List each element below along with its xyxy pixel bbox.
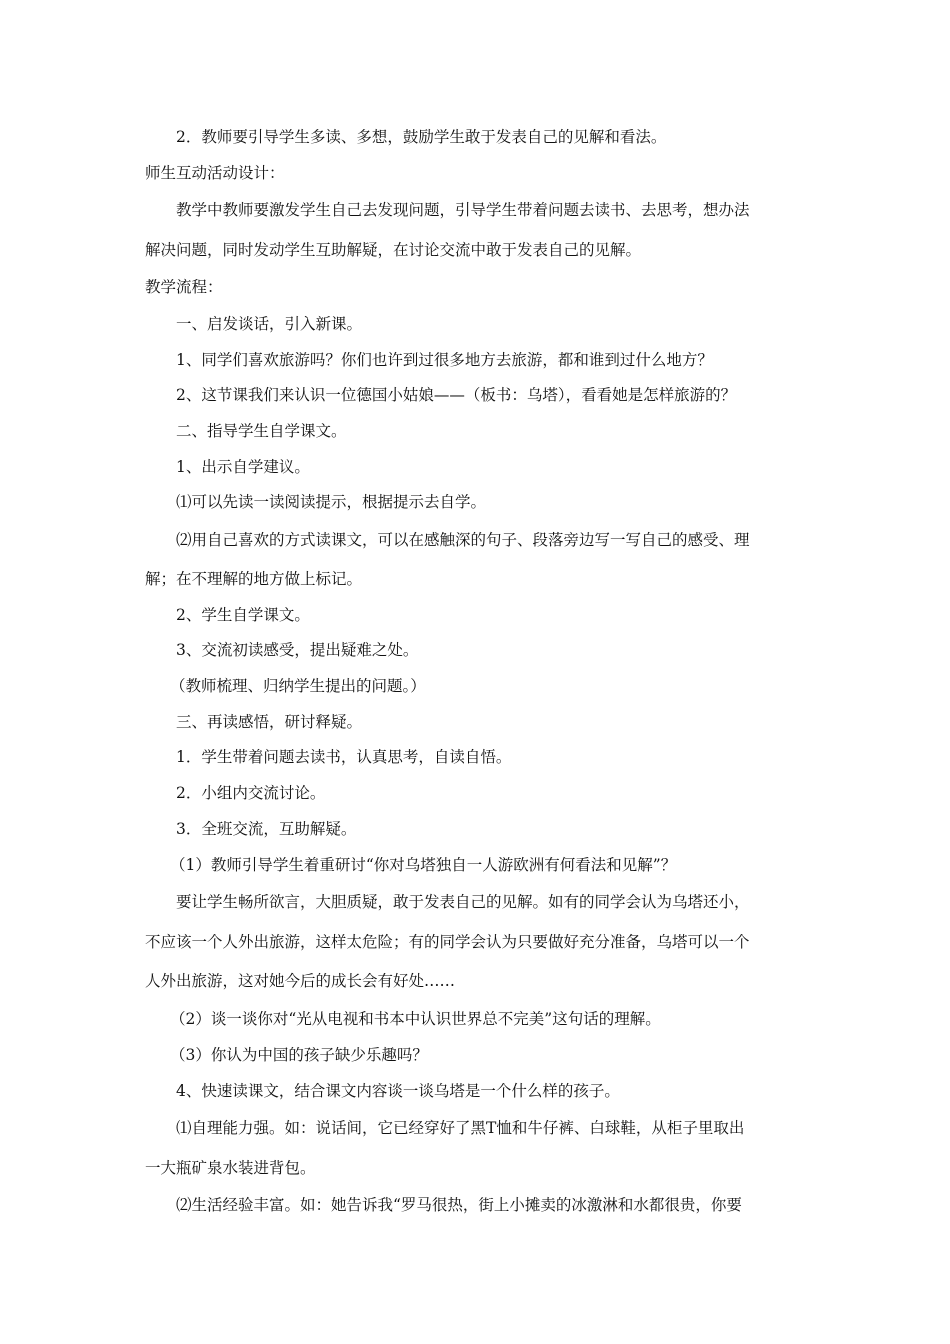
paragraph-line: 2．教师要引导学生多读、多想，鼓励学生敢于发表自己的见解和看法。 <box>176 128 667 146</box>
paragraph-line: 3、交流初读感受，提出疑难之处。 <box>176 641 419 659</box>
paragraph-line: 2、学生自学课文。 <box>176 606 310 624</box>
section-heading: 教学流程： <box>145 278 223 296</box>
paragraph-line: ⑴可以先读一读阅读提示，根据提示去自学。 <box>176 493 487 511</box>
paragraph-line: 3．全班交流，互助解疑。 <box>176 820 357 838</box>
paragraph-line: 教学中教师要激发学生自己去发现问题，引导学生带着问题去读书、去思考，想办法 <box>176 201 750 219</box>
section-heading: 师生互动活动设计： <box>145 164 285 182</box>
paragraph-line: 三、再读感悟，研讨释疑。 <box>176 713 363 731</box>
paragraph-line: 人外出旅游，这对她今后的成长会有好处…… <box>145 972 456 990</box>
paragraph-line: 二、指导学生自学课文。 <box>176 422 347 440</box>
paragraph-line: 4、快速读课文，结合课文内容谈一谈乌塔是一个什么样的孩子。 <box>176 1082 620 1100</box>
paragraph-line: ⑴自理能力强。如：说话间，它已经穿好了黑T恤和牛仔裤、白球鞋，从柜子里取出 <box>176 1119 745 1137</box>
paragraph-line: ⑵生活经验丰富。如：她告诉我“罗马很热，街上小摊卖的冰激淋和水都很贵，你要 <box>176 1196 742 1214</box>
paragraph-line: （1）教师引导学生着重研讨“你对乌塔独自一人游欧洲有何看法和见解”？ <box>170 856 677 874</box>
paragraph-line: 解决问题，同时发动学生互助解疑，在讨论交流中敢于发表自己的见解。 <box>145 241 642 259</box>
paragraph-line: 2、这节课我们来认识一位德国小姑娘——（板书：乌塔），看看她是怎样旅游的？ <box>176 386 737 404</box>
paragraph-line: 要让学生畅所欲言，大胆质疑，敢于发表自己的见解。如有的同学会认为乌塔还小， <box>176 893 750 911</box>
paragraph-line: ⑵用自己喜欢的方式读课文，可以在感触深的句子、段落旁边写一写自己的感受、理 <box>176 531 750 549</box>
paragraph-line: 一、启发谈话，引入新课。 <box>176 315 363 333</box>
paragraph-line: （3）你认为中国的孩子缺少乐趣吗？ <box>170 1046 428 1064</box>
paragraph-line: 一大瓶矿泉水装进背包。 <box>145 1159 316 1177</box>
paragraph-line: 2．小组内交流讨论。 <box>176 784 326 802</box>
paragraph-line: （教师梳理、归纳学生提出的问题。） <box>170 677 426 695</box>
paragraph-line: 1．学生带着问题去读书，认真思考，自读自悟。 <box>176 748 512 766</box>
paragraph-line: 1、出示自学建议。 <box>176 458 310 476</box>
paragraph-line: 解；在不理解的地方做上标记。 <box>145 570 363 588</box>
paragraph-line: （2）谈一谈你对“光从电视和书本中认识世界总不完美”这句话的理解。 <box>170 1010 661 1028</box>
paragraph-line: 1、同学们喜欢旅游吗？你们也许到过很多地方去旅游，都和谁到过什么地方？ <box>176 351 713 369</box>
paragraph-line: 不应该一个人外出旅游，这样太危险；有的同学会认为只要做好充分准备，乌塔可以一个 <box>145 933 750 951</box>
